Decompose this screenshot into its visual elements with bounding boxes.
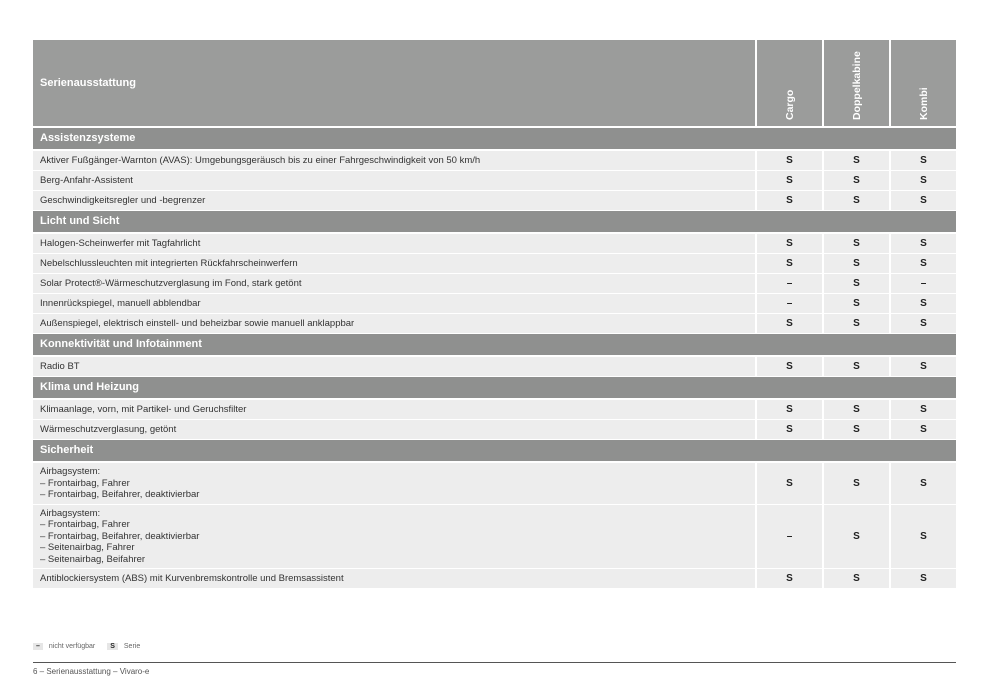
availability-cell: S (891, 463, 956, 504)
availability-cell: S (824, 420, 889, 439)
column-cargo (757, 40, 822, 126)
feature-label (33, 151, 755, 170)
availability-cell: S (824, 151, 889, 170)
availability-cell: S (891, 357, 956, 376)
feature-label-line: Geschwindigkeitsregler und -begrenzer (40, 194, 206, 206)
feature-label-line: Airbagsystem: (40, 466, 101, 477)
table-row (33, 569, 956, 588)
legend-symbol: – (33, 643, 43, 650)
feature-label-line: Außenspiegel, elektrisch einstell- und beheizbar sowie manuell anklappbar (40, 317, 355, 329)
availability-cell: – (891, 274, 956, 293)
feature-label (33, 171, 755, 190)
section-header: Sicherheit (33, 440, 956, 461)
section-header: Klima und Heizung (33, 377, 956, 398)
legend-symbol: S (107, 643, 118, 650)
availability-cell: S (891, 400, 956, 419)
feature-label-line: – Frontairbag, Beifahrer, deaktivierbar (40, 530, 200, 542)
feature-label (33, 314, 755, 333)
feature-label-line: Halogen-Scheinwerfer mit Tagfahrlicht (40, 237, 201, 249)
table-row (33, 171, 956, 190)
availability-cell: S (824, 254, 889, 273)
availability-cell: S (757, 357, 822, 376)
legend (33, 643, 140, 650)
availability-cell: – (757, 505, 822, 569)
availability-cell: S (891, 294, 956, 313)
availability-cell: S (891, 254, 956, 273)
section-header: Licht und Sicht (33, 211, 956, 232)
feature-label-line: Antiblockiersystem (ABS) mit Kurvenbremskontrolle und Bremsassistent (40, 572, 344, 584)
feature-label-line: Nebelschlussleuchten mit integrierten Rückfahrscheinwerfern (40, 257, 298, 269)
feature-label (33, 463, 755, 504)
feature-label-line: – Frontairbag, Beifahrer, deaktivierbar (40, 489, 200, 500)
availability-cell: S (824, 357, 889, 376)
feature-label-line: – Frontairbag, Fahrer (40, 519, 130, 530)
feature-label (33, 400, 755, 419)
feature-label (33, 505, 755, 569)
availability-cell: S (757, 234, 822, 253)
column-doppelkabine (824, 40, 889, 126)
availability-cell: S (824, 234, 889, 253)
availability-cell: S (757, 400, 822, 419)
table-row (33, 191, 956, 210)
table-row (33, 254, 956, 273)
availability-cell: S (824, 400, 889, 419)
availability-cell: S (824, 463, 889, 504)
section-header: Konnektivität und Infotainment (33, 334, 956, 355)
availability-cell: S (891, 234, 956, 253)
availability-cell: S (757, 254, 822, 273)
column-label: Doppelkabine (850, 51, 863, 120)
feature-label (33, 357, 755, 376)
feature-label-line: Radio BT (40, 360, 80, 372)
availability-cell: S (891, 569, 956, 588)
feature-label-line: Aktiver Fußgänger-Warnton (AVAS): Umgebungsgeräusch bis zu einer Fahrgeschwindigkeit von 50 km/h (40, 154, 481, 166)
table-body (33, 128, 956, 588)
table-row (33, 151, 956, 170)
table-row (33, 314, 956, 333)
table-row (33, 400, 956, 419)
table-row (33, 357, 956, 376)
legend-text: nicht verfügbar (48, 643, 96, 650)
availability-cell: S (757, 151, 822, 170)
table-header (33, 40, 956, 126)
availability-cell: S (757, 420, 822, 439)
legend-text: Serie (123, 643, 141, 650)
table-row (33, 274, 956, 293)
availability-cell: S (757, 171, 822, 190)
feature-label (33, 294, 755, 313)
feature-label-line: Innenrückspiegel, manuell abblendbar (40, 297, 201, 309)
header-title: Serienausstattung (33, 40, 755, 126)
availability-cell: S (757, 463, 822, 504)
availability-cell: S (891, 171, 956, 190)
availability-cell: S (824, 274, 889, 293)
feature-label-line: Solar Protect®-Wärmeschutzverglasung im Fond, stark getönt (40, 277, 302, 289)
availability-cell: – (757, 274, 822, 293)
availability-cell: S (824, 294, 889, 313)
column-label: Kombi (917, 87, 930, 120)
availability-cell: S (824, 314, 889, 333)
column-label: Cargo (783, 89, 796, 120)
feature-label-line: Wärmeschutzverglasung, getönt (40, 423, 177, 435)
feature-label-line: Airbagsystem: (40, 507, 101, 519)
feature-label (33, 420, 755, 439)
section-header: Assistenzsysteme (33, 128, 956, 149)
availability-cell: S (757, 191, 822, 210)
table-row (33, 463, 956, 504)
equipment-table (33, 40, 956, 589)
footer-divider (33, 662, 956, 663)
availability-cell: S (824, 505, 889, 569)
feature-label-line: Klimaanlage, vorn, mit Partikel- und Geruchsfilter (40, 403, 247, 415)
availability-cell: S (824, 191, 889, 210)
feature-label (33, 569, 755, 588)
availability-cell: S (891, 314, 956, 333)
feature-label-line: – Seitenairbag, Beifahrer (40, 553, 146, 565)
availability-cell: S (824, 171, 889, 190)
table-row (33, 234, 956, 253)
table-row (33, 294, 956, 313)
feature-label (33, 274, 755, 293)
feature-label-line: – Frontairbag, Fahrer (40, 477, 130, 489)
feature-label (33, 234, 755, 253)
feature-label (33, 254, 755, 273)
table-row (33, 505, 956, 569)
availability-cell: S (824, 569, 889, 588)
availability-cell: S (891, 505, 956, 569)
column-kombi (891, 40, 956, 126)
feature-label (33, 191, 755, 210)
feature-label-line: – Seitenairbag, Fahrer (40, 542, 135, 553)
table-row (33, 420, 956, 439)
availability-cell: – (757, 294, 822, 313)
availability-cell: S (757, 314, 822, 333)
page-footer: 6 – Serienausstattung – Vivaro-e (33, 667, 150, 676)
feature-label-line: Berg-Anfahr-Assistent (40, 174, 133, 186)
availability-cell: S (757, 569, 822, 588)
availability-cell: S (891, 420, 956, 439)
availability-cell: S (891, 191, 956, 210)
availability-cell: S (891, 151, 956, 170)
